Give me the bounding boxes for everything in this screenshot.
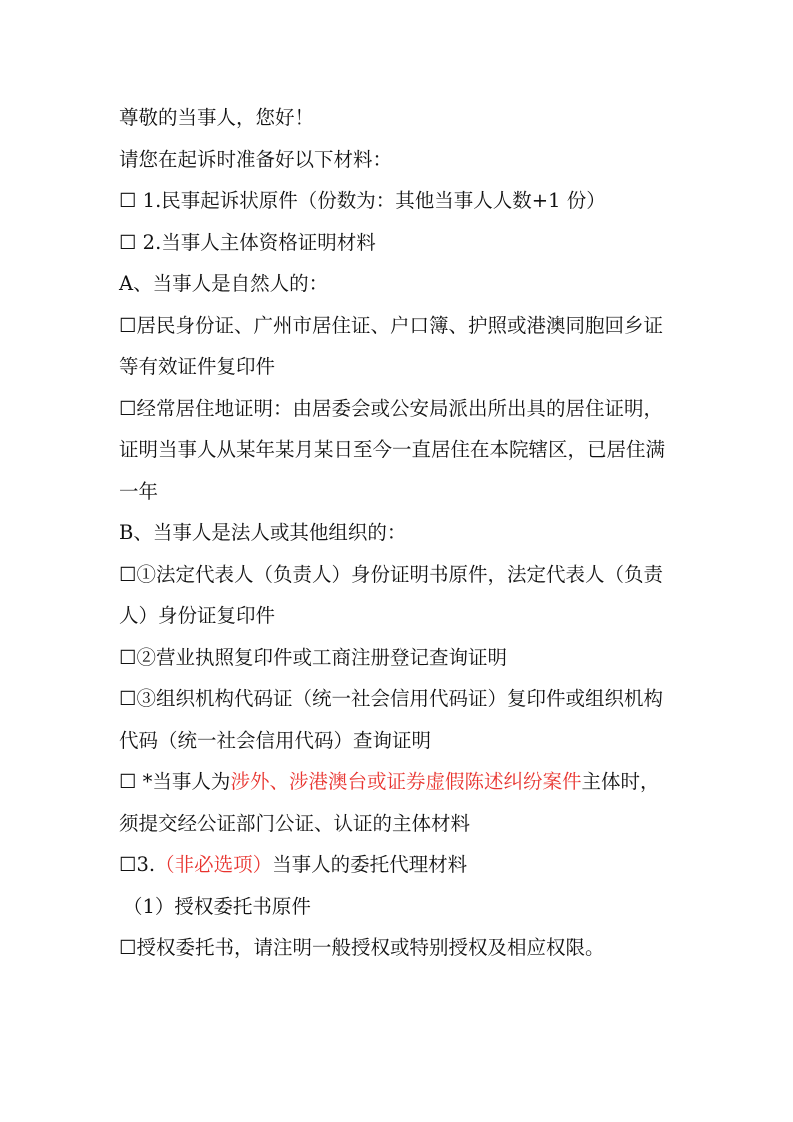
foreign-parties-highlight: 涉外、涉港澳台或证券虚假陈述纠纷案件 bbox=[230, 770, 582, 793]
agency-materials-prefix: ☐3. bbox=[119, 853, 156, 876]
optional-tag: （非必选项） bbox=[155, 853, 273, 876]
checklist-item-residence-proof-cont2: 一年 bbox=[119, 479, 159, 503]
checklist-item-org-code-cont: 代码（统一社会信用代码）查询证明 bbox=[119, 728, 432, 752]
checklist-item-indictment: ☐ 1.民事起诉状原件（份数为：其他当事人人数+1 份） bbox=[119, 189, 606, 212]
checklist-item-foreign-parties-cont: 须提交经公证部门公证、认证的主体材料 bbox=[119, 811, 471, 835]
foreign-parties-suffix: 主体时， bbox=[581, 770, 660, 793]
intro-line: 请您在起诉时准备好以下材料： bbox=[119, 147, 393, 171]
checklist-item-identity-materials: ☐ 2.当事人主体资格证明材料 bbox=[119, 230, 376, 254]
checklist-item-business-license: ☐②营业执照复印件或工商注册登记查询证明 bbox=[119, 645, 507, 669]
checklist-item-agency-materials bbox=[119, 844, 679, 886]
checklist-item-id-documents-cont: 等有效证件复印件 bbox=[119, 355, 276, 378]
greeting-line: 尊敬的当事人，您好！ bbox=[119, 106, 315, 129]
checklist-item-id-documents: ☐居民身份证、广州市居住证、户口簿、护照或港澳同胞回乡证 bbox=[119, 313, 663, 337]
section-b-heading: B、当事人是法人或其他组织的： bbox=[119, 521, 407, 544]
section-a-heading: A、当事人是自然人的： bbox=[119, 272, 329, 295]
agency-materials-label: 当事人的委托代理材料 bbox=[272, 853, 468, 876]
checklist-item-residence-proof-cont: 证明当事人从某年某月某日至今一直居住在本院辖区，已居住满 bbox=[119, 438, 666, 461]
checklist-item-foreign-parties bbox=[119, 761, 679, 803]
checklist-item-power-of-attorney: ☐授权委托书，请注明一般授权或特别授权及相应权限。 bbox=[119, 936, 605, 959]
checklist-item-org-code: ☐③组织机构代码证（统一社会信用代码证）复印件或组织机构 bbox=[119, 687, 663, 710]
checklist-item-legal-rep-cert: ☐①法定代表人（负责人）身份证明书原件，法定代表人（负责 bbox=[119, 562, 663, 586]
checklist-item-legal-rep-cert-cont: 人）身份证复印件 bbox=[119, 604, 276, 627]
checklist-item-residence-proof: ☐经常居住地证明：由居委会或公安局派出所出具的居住证明， bbox=[119, 396, 663, 420]
document-body bbox=[119, 97, 679, 969]
foreign-parties-prefix: ☐ *当事人为 bbox=[119, 770, 231, 793]
subsection-power-of-attorney: （1）授权委托书原件 bbox=[123, 894, 311, 918]
